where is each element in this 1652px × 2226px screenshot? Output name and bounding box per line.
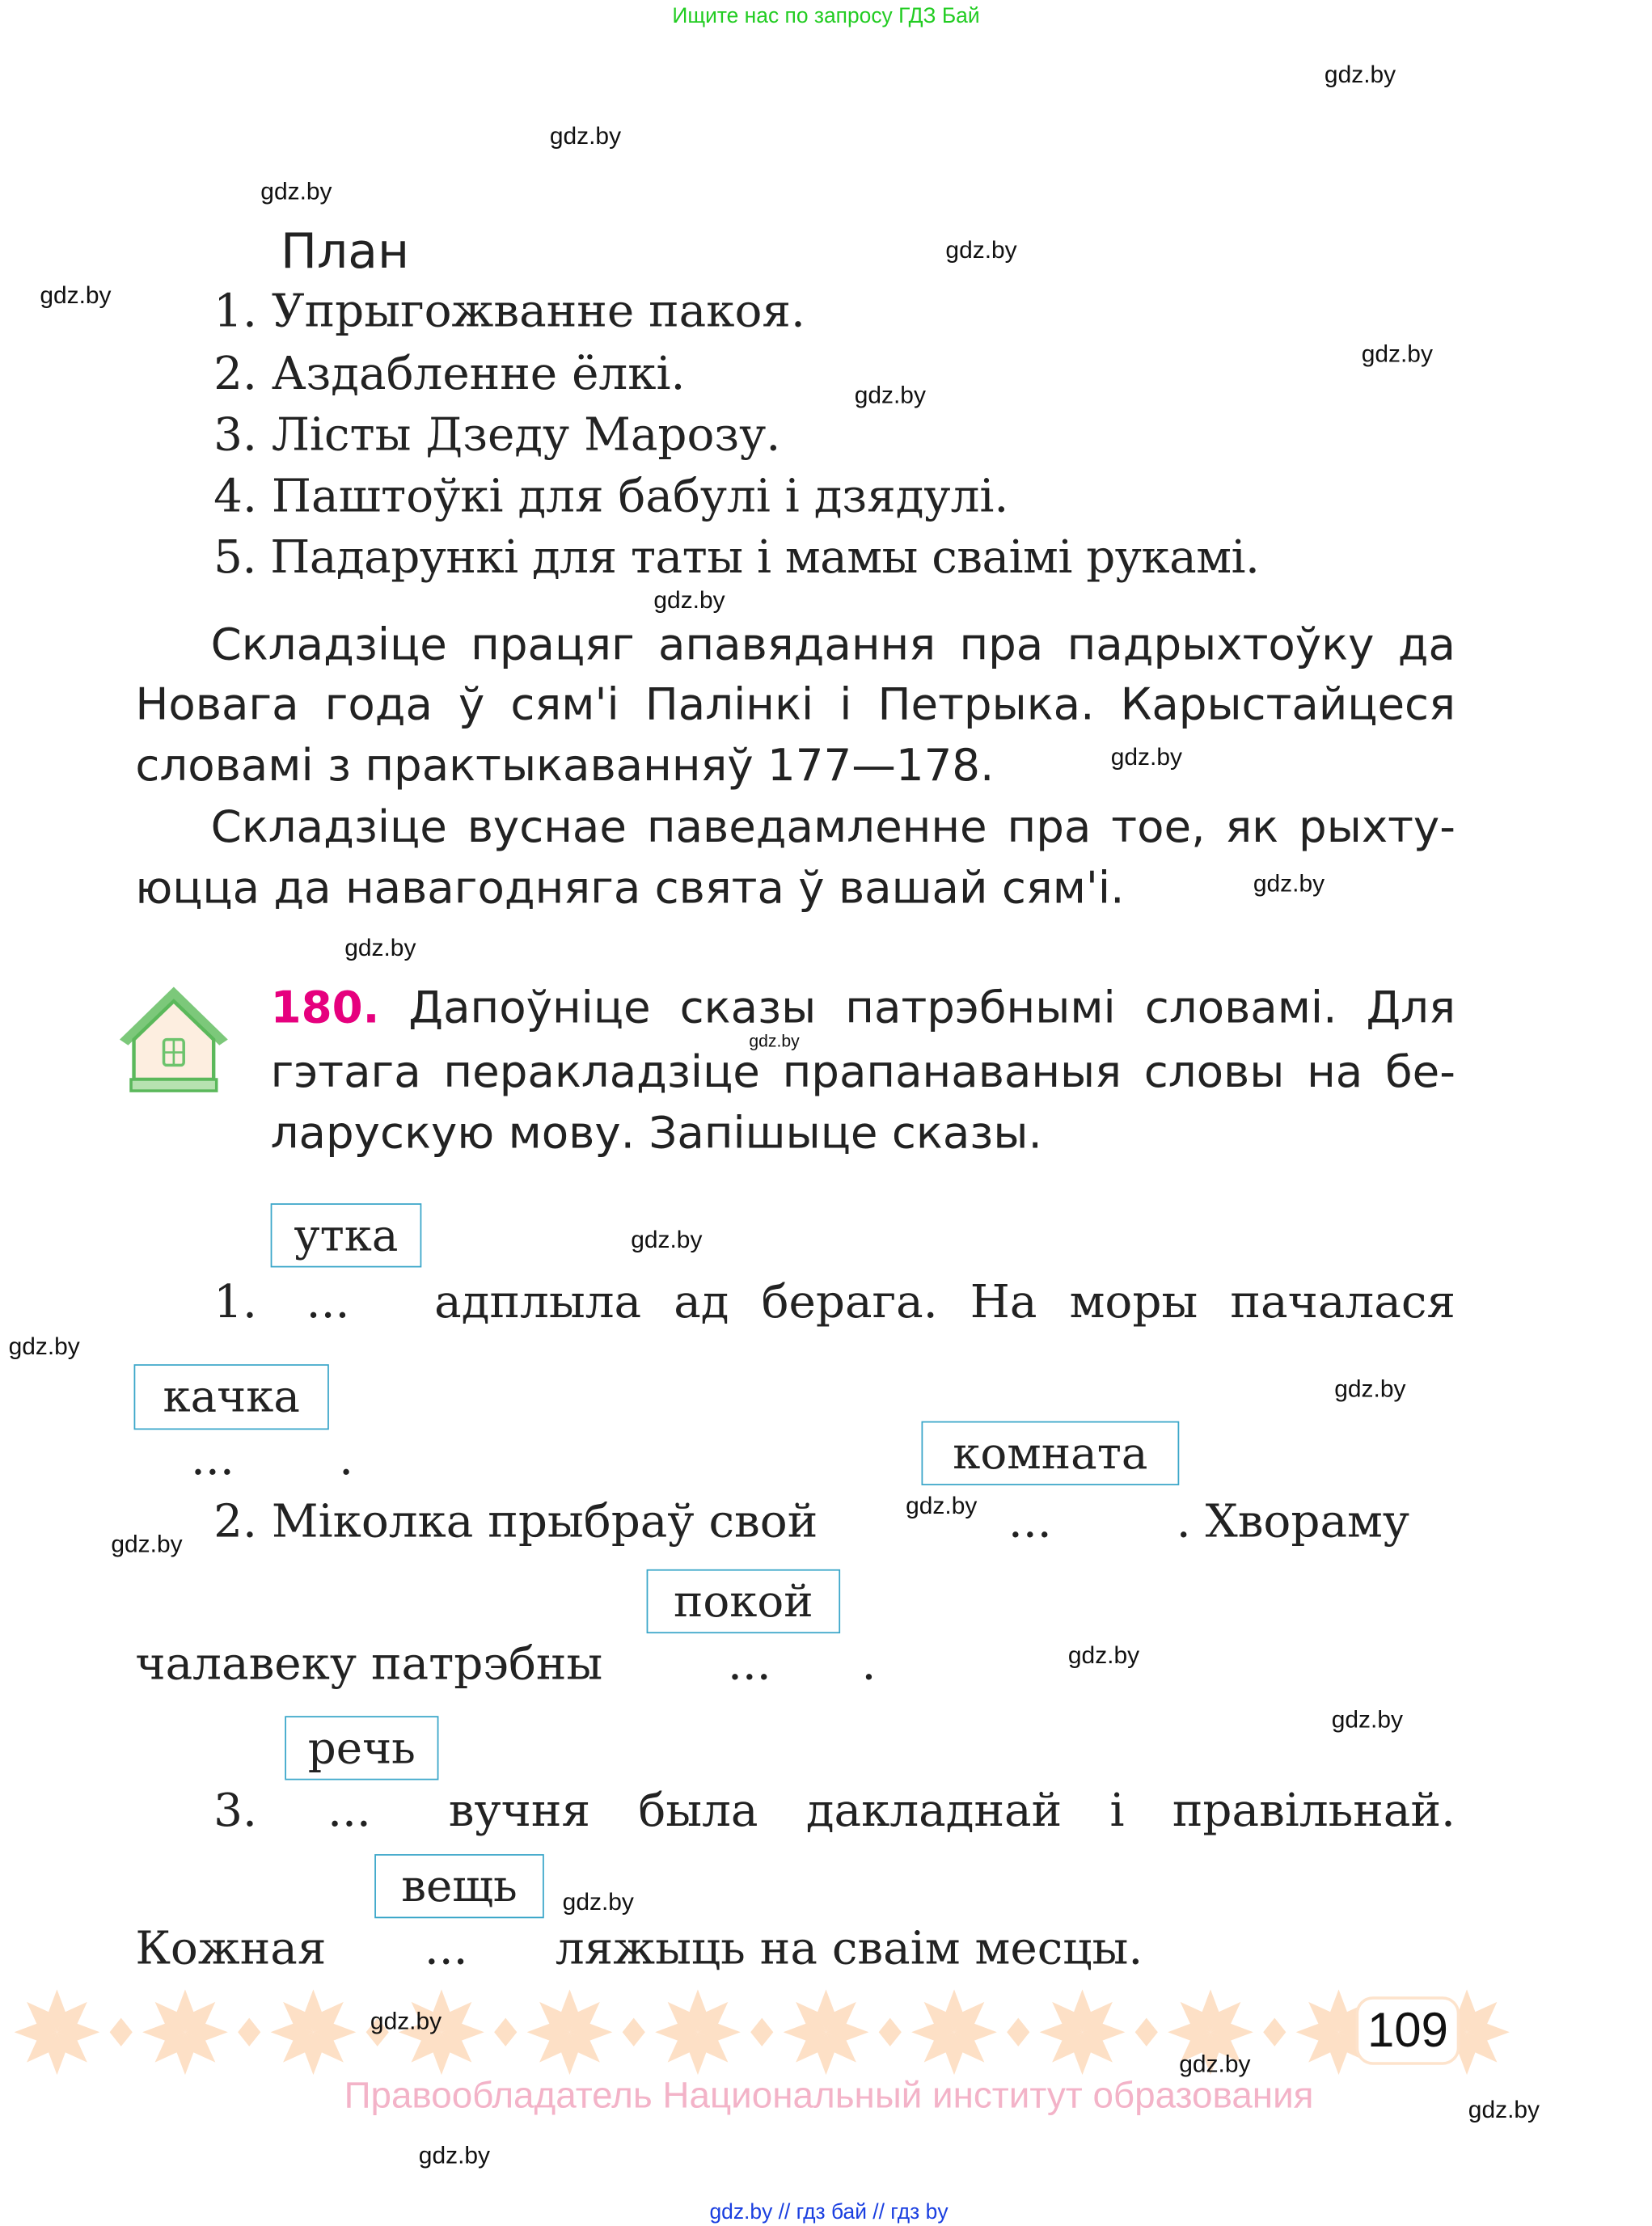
paragraph-line: юцца да навагодняга свята ў вашай сям'і. bbox=[135, 863, 1125, 914]
watermark: gdz.by bbox=[1179, 2051, 1251, 2078]
sentence-text: 2. Міколка прыбраў свой bbox=[213, 1493, 818, 1548]
plan-item: 4. Паштоўкі для бабулі і дзядулі. bbox=[213, 468, 1009, 523]
watermark: gdz.by bbox=[111, 1531, 183, 1558]
watermark: gdz.by bbox=[1468, 2096, 1540, 2123]
watermark: gdz.by bbox=[854, 382, 926, 409]
plan-item: 3. Лісты Дзеду Марозу. bbox=[213, 407, 781, 462]
sentence-text: . Хвораму bbox=[1176, 1493, 1410, 1548]
snowflake-ornament bbox=[655, 1989, 741, 2075]
watermark: gdz.by bbox=[562, 1888, 634, 1916]
watermark: gdz.by bbox=[1361, 340, 1433, 368]
page-number: 109 bbox=[1356, 1996, 1460, 2065]
watermark: gdz.by bbox=[653, 586, 725, 615]
sentence-number: 3. bbox=[213, 1783, 257, 1837]
diamond-ornament bbox=[750, 2018, 773, 2046]
ornament-band bbox=[0, 1988, 1510, 2076]
punctuation: . bbox=[861, 1636, 877, 1691]
plan-item: 1. Упрыгожванне пакоя. bbox=[213, 283, 805, 338]
watermark: gdz.by bbox=[260, 178, 332, 205]
blank: ... bbox=[327, 1783, 371, 1837]
task-number: 180. bbox=[270, 982, 380, 1034]
diamond-ornament bbox=[494, 2018, 517, 2046]
diamond-ornament bbox=[1135, 2018, 1158, 2046]
diamond-ornament bbox=[1007, 2018, 1029, 2046]
search-banner[interactable]: Ищите нас по запросу ГДЗ Бай bbox=[672, 4, 980, 29]
watermark: gdz.by bbox=[1253, 870, 1325, 898]
watermark: gdz.by bbox=[749, 1031, 800, 1051]
site-links[interactable]: gdz.by // гдз бай // гдз by bbox=[709, 2200, 949, 2224]
watermark: gdz.by bbox=[1324, 61, 1396, 89]
diamond-ornament bbox=[366, 2018, 389, 2046]
snowflake-ornament bbox=[142, 1989, 228, 2075]
diamond-ornament bbox=[1263, 2018, 1286, 2046]
sentence-text: чалавеку патрэбны bbox=[135, 1636, 603, 1691]
watermark: gdz.by bbox=[1067, 1641, 1140, 1670]
diamond-ornament bbox=[110, 2018, 133, 2046]
watermark: gdz.by bbox=[1331, 1705, 1403, 1734]
diamond-ornament bbox=[238, 2018, 260, 2046]
watermark: gdz.by bbox=[40, 281, 112, 310]
paragraph-line: словамі з практыкаванняў 177—178. bbox=[135, 740, 995, 792]
sentence-number: 1. bbox=[213, 1274, 257, 1329]
blank: ... bbox=[191, 1431, 234, 1485]
sentence-text: вучня была дакладнай і правільнай. bbox=[448, 1783, 1456, 1837]
punctuation: . bbox=[339, 1431, 354, 1485]
word-box-utka: утка bbox=[271, 1203, 422, 1267]
word-box-pokoy: покой bbox=[647, 1569, 841, 1633]
plan-item: 2. Аздабленне ёлкі. bbox=[213, 345, 686, 400]
snowflake-ornament bbox=[911, 1989, 997, 2075]
snowflake-ornament bbox=[271, 1989, 357, 2075]
blank: ... bbox=[424, 1920, 468, 1975]
paragraph-line: Складзіце працяг апавядання пра падрыхтоўку да bbox=[210, 619, 1456, 671]
snowflake-ornament bbox=[527, 1989, 613, 2075]
plan-title: План bbox=[280, 223, 410, 281]
watermark: gdz.by bbox=[1110, 743, 1182, 771]
copyright-footer: Правообладатель Национальный институт образования bbox=[344, 2073, 1314, 2117]
task-text: Дапоўніце сказы патрэбнымі словамі. Для bbox=[408, 982, 1456, 1034]
watermark: gdz.by bbox=[344, 934, 416, 961]
word-box-veshch: вещь bbox=[374, 1854, 544, 1918]
plan-item: 5. Падарункі для таты і мамы сваімі рукамі. bbox=[213, 530, 1260, 585]
blank: ... bbox=[1008, 1493, 1052, 1548]
house-icon bbox=[116, 982, 230, 1096]
blank: ... bbox=[727, 1636, 771, 1691]
snowflake-ornament bbox=[1040, 1989, 1126, 2075]
paragraph-line: Складзіце вуснае паведамленне пра тое, як рыхту- bbox=[210, 801, 1456, 853]
sentence-text: Кожная bbox=[135, 1920, 327, 1975]
diamond-ornament bbox=[623, 2018, 645, 2046]
sentence-text: ляжыць на сваім месцы. bbox=[555, 1920, 1143, 1975]
watermark: gdz.by bbox=[906, 1492, 978, 1520]
diamond-ornament bbox=[879, 2018, 902, 2046]
task-line: гэтага перакладзіце прапанаваныя словы на бе- bbox=[270, 1046, 1456, 1098]
watermark: gdz.by bbox=[1334, 1375, 1406, 1403]
task-line bbox=[270, 982, 1456, 1034]
watermark: gdz.by bbox=[8, 1333, 80, 1360]
snowflake-ornament bbox=[784, 1989, 869, 2075]
snowflake-ornament bbox=[15, 1989, 100, 2075]
sentence-text: адплыла ад берага. На моры пачалася bbox=[434, 1274, 1456, 1329]
watermark: gdz.by bbox=[549, 122, 622, 150]
word-box-kachka: качка bbox=[134, 1364, 329, 1430]
watermark: gdz.by bbox=[631, 1226, 703, 1253]
snowflake-ornament bbox=[1168, 1989, 1253, 2078]
watermark: gdz.by bbox=[945, 236, 1017, 264]
watermark: gdz.by bbox=[418, 2141, 491, 2169]
paragraph-line: Новага года ў сям'і Палінкі і Петрыка. Карыстайцеся bbox=[135, 679, 1456, 731]
watermark: gdz.by bbox=[370, 2008, 442, 2035]
blank: ... bbox=[306, 1274, 350, 1329]
word-box-komnata: комната bbox=[921, 1421, 1179, 1485]
word-box-rech: речь bbox=[285, 1716, 438, 1780]
snowflake-ornament bbox=[399, 1989, 484, 2075]
task-line: ларускую мову. Запішыце сказы. bbox=[270, 1108, 1042, 1159]
